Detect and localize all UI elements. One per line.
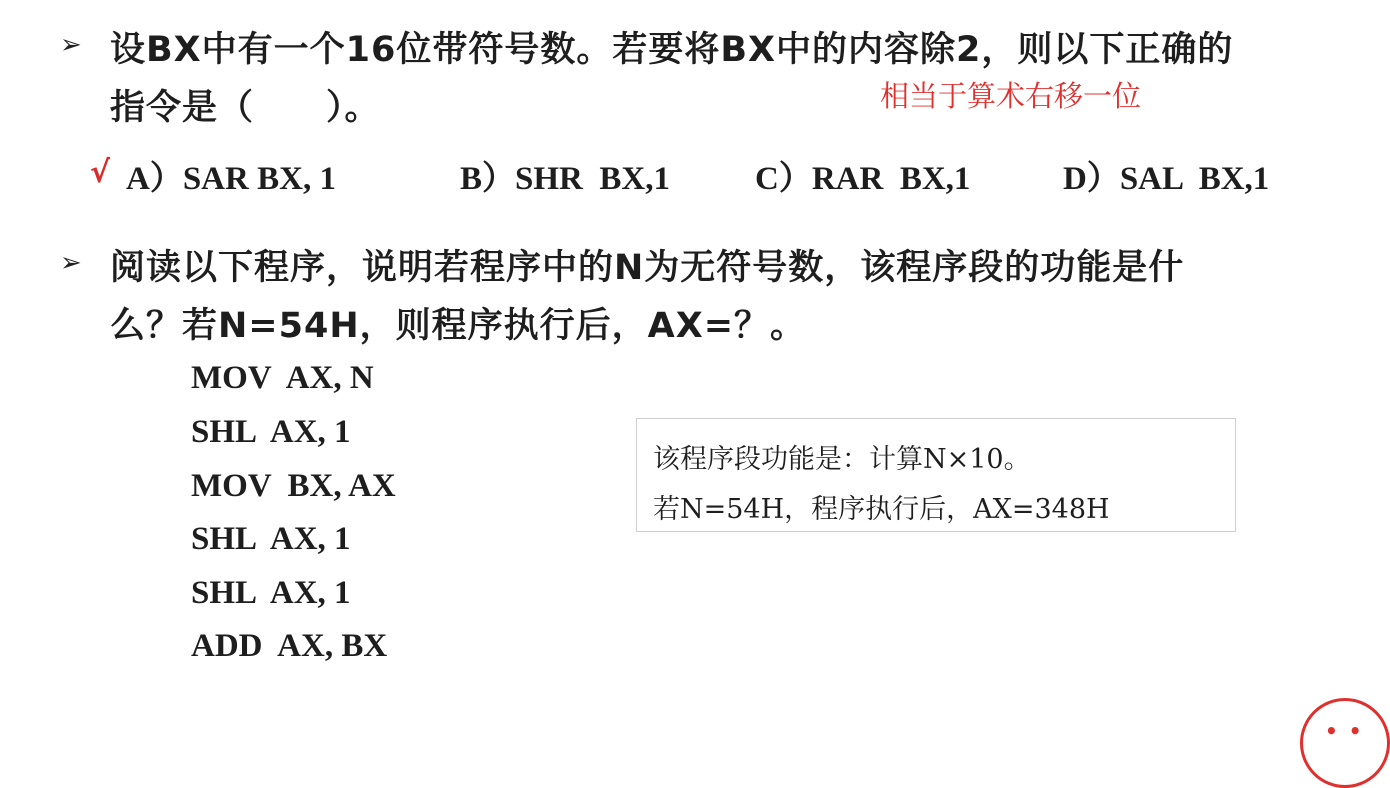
code-line: MOV BX, AX: [191, 468, 396, 504]
code-line: SHL AX, 1: [191, 575, 351, 611]
corner-badge-icon: [1300, 698, 1390, 788]
question1-line1: 设BX中有一个16位带符号数。若要将BX中的内容除2，则以下正确的: [110, 30, 1234, 70]
option-c: C）RAR BX,1: [755, 161, 971, 197]
bullet-arrow-icon: ➢: [60, 248, 82, 278]
question1-line2: 指令是（ ）。: [110, 88, 381, 128]
question2-line1: 阅读以下程序，说明若程序中的N为无符号数，该程序段的功能是什: [110, 248, 1185, 288]
code-line: MOV AX, N: [191, 360, 374, 396]
option-d: D）SAL BX,1: [1063, 161, 1270, 197]
question2-line2: 么？若N=54H，则程序执行后，AX=？。: [110, 306, 807, 346]
code-line: ADD AX, BX: [191, 628, 388, 664]
answer-box: [636, 418, 1236, 532]
option-a: A）SAR BX, 1: [126, 161, 336, 197]
code-line: SHL AX, 1: [191, 414, 351, 450]
check-mark-icon: √: [90, 155, 111, 190]
answer-line2: 若N=54H，程序执行后，AX=348H: [653, 494, 1110, 525]
annotation-arithmetic-shift: 相当于算术右移一位: [880, 79, 1142, 113]
bullet-arrow-icon: ➢: [60, 30, 82, 60]
option-b: B）SHR BX,1: [460, 161, 670, 197]
answer-line1: 该程序段功能是：计算N×10。: [653, 444, 1031, 475]
corner-dots-icon: • •: [1325, 719, 1364, 743]
code-line: SHL AX, 1: [191, 521, 351, 557]
